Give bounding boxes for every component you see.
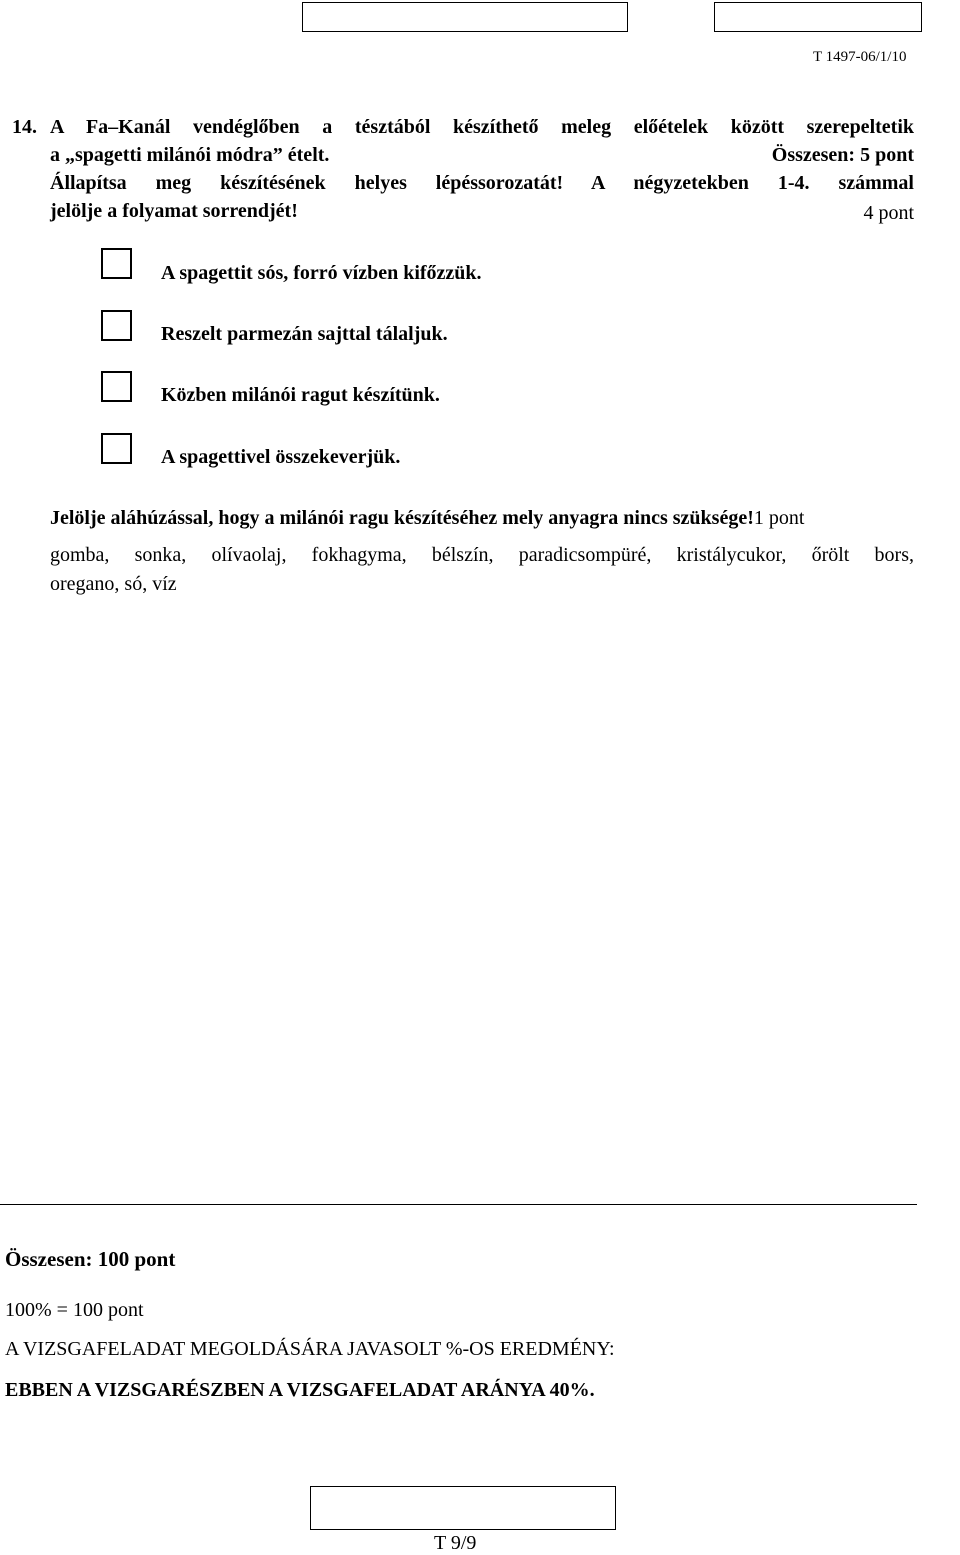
summary-percent: 100% = 100 pont bbox=[5, 1299, 144, 1321]
document-code: T 1497-06/1/10 bbox=[813, 49, 907, 65]
ingredients-line-2[interactable] bbox=[50, 573, 177, 596]
score-box-left[interactable] bbox=[302, 2, 628, 32]
question-line-3-text: Állapítsa meg készítésének helyes lépéssorozatát! A négyzetekben 1-4. számmal bbox=[50, 172, 914, 194]
step-text-4: A spagettivel összekeverjük. bbox=[161, 446, 401, 468]
order-box-3[interactable] bbox=[101, 371, 132, 402]
step-text-2: Reszelt parmezán sajttal tálaljuk. bbox=[161, 323, 448, 345]
question-line-4-text: jelölje a folyamat sorrendjét! bbox=[50, 200, 298, 222]
question-total-points: Összesen: 5 pont bbox=[771, 144, 914, 166]
step-text-1: A spagettit sós, forró vízben kifőzzük. bbox=[161, 262, 482, 284]
summary-total: Összesen: 100 pont bbox=[5, 1247, 176, 1271]
ingredients-text-2: oregano, só, víz bbox=[50, 573, 177, 595]
ingredients-text-1: gomba, sonka, olívaolaj, fokhagyma, bélszín, paradicsompüré, kristálycukor, őrölt bors, bbox=[50, 544, 914, 566]
question-line-4 bbox=[50, 200, 914, 223]
question-line-2-text: a „spagetti milánói módra” ételt. bbox=[50, 144, 330, 166]
ingredients-line-1 bbox=[50, 544, 914, 567]
step-text-3: Közben milánói ragut készítünk. bbox=[161, 384, 440, 406]
part2-prompt-line bbox=[50, 507, 804, 530]
part2-prompt: Jelölje aláhúzással, hogy a milánói ragu készítéséhez mely anyagra nincs szüksége! bbox=[50, 507, 754, 529]
question-line-3 bbox=[50, 172, 914, 195]
question-sub-points: 4 pont bbox=[863, 202, 914, 224]
order-box-4[interactable] bbox=[101, 433, 132, 464]
order-box-2[interactable] bbox=[101, 310, 132, 341]
score-box-right[interactable] bbox=[714, 2, 922, 32]
question-number: 14. bbox=[12, 116, 37, 138]
order-box-1[interactable] bbox=[101, 248, 132, 279]
summary-ratio: EBBEN A VIZSGARÉSZBEN A VIZSGAFELADAT ARÁNYA 40%. bbox=[5, 1379, 595, 1401]
page-number: T 9/9 bbox=[434, 1532, 477, 1554]
part2-points: 1 pont bbox=[753, 507, 805, 529]
summary-divider bbox=[0, 1204, 917, 1205]
footer-score-box[interactable] bbox=[310, 1486, 616, 1530]
summary-recommended: A VIZSGAFELADAT MEGOLDÁSÁRA JAVASOLT %-OS EREDMÉNY: bbox=[5, 1338, 615, 1360]
question-line-1 bbox=[50, 116, 914, 139]
question-line-1-text: A Fa–Kanál vendéglőben a tésztából készíthető meleg előételek között szerepeltetik bbox=[50, 116, 914, 138]
